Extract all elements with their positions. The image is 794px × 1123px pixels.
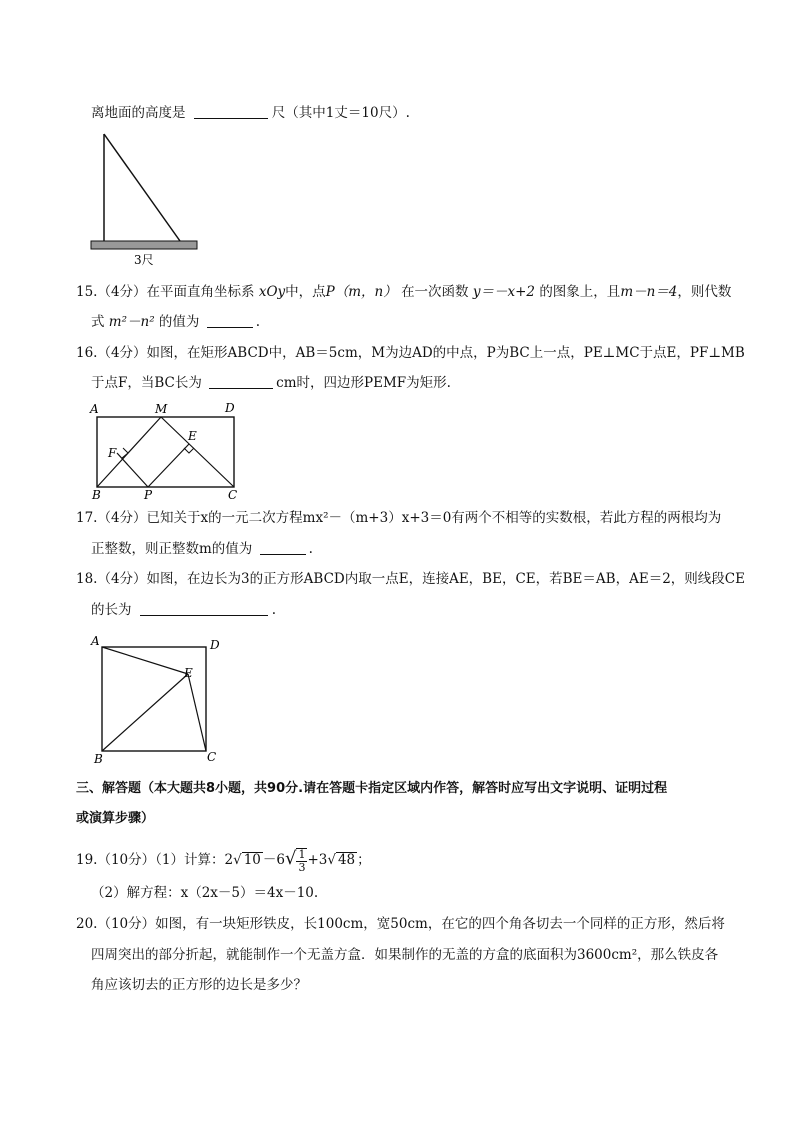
question-18-line-2: 的长为 .	[91, 602, 277, 618]
question-17-line-1: 17.（4分）已知关于x的一元二次方程mx²－（m+3）x+3＝0有两个不相等的实数根，若此方程的两根均为	[76, 510, 722, 526]
svg-text:C: C	[228, 488, 238, 502]
q14-answer-line: 离地面的高度是 尺（其中1丈＝10尺）.	[91, 105, 410, 121]
svg-text:P: P	[144, 488, 153, 502]
svg-text:E: E	[184, 666, 193, 680]
svg-text:E: E	[188, 429, 197, 443]
figure-18	[88, 632, 228, 767]
svg-text:B: B	[92, 488, 101, 502]
svg-text:B: B	[94, 752, 103, 766]
question-19-part-1: 19.（10分）（1）计算：2√ 10 －6√ $\frac{1}{3}$ +3√ 48 ；	[76, 847, 371, 874]
question-16-line-2: 于点F，当BC长为 cm时，四边形PEMF为矩形.	[91, 375, 451, 391]
answer-blank[interactable]	[209, 374, 273, 389]
question-16-line-1: 16.（4分）如图，在矩形ABCD中，AB＝5cm，M为边AD的中点，P为BC上一点，PE⊥MC于点E，PF⊥MB	[76, 345, 745, 361]
question-20-line-2: 四周突出的部分折起，就能制作一个无盖方盒．如果制作的无盖的方盒的底面积为3600cm²，那么铁皮各	[91, 947, 719, 963]
figure-14-label: 3尺	[134, 253, 154, 267]
answer-blank[interactable]	[207, 313, 253, 328]
section-3-heading-cont: 或演算步骤）	[76, 811, 155, 826]
figure-14	[88, 130, 203, 270]
figure-16	[88, 400, 243, 500]
svg-text:A: A	[91, 634, 100, 648]
answer-blank[interactable]	[194, 104, 268, 119]
svg-text:F: F	[108, 446, 117, 460]
svg-text:D: D	[210, 638, 220, 652]
question-17-line-2: 正整数，则正整数m的值为 .	[91, 541, 313, 557]
svg-text:C: C	[207, 750, 217, 764]
svg-text:D: D	[225, 401, 235, 415]
question-20-line-1: 20.（10分）如图，有一块矩形铁皮，长100cm，宽50cm，在它的四个角各切去一个同样的正方形，然后将	[76, 916, 725, 932]
question-15-line-1: 15.（4分）在平面直角坐标系 xOy中，点P（m，n） 在一次函数 y＝－x+2 的图象上，且m－n＝4，则代数	[76, 284, 732, 300]
section-3-heading: 三、解答题（本大题共8小题，共90分.请在答题卡指定区域内作答，解答时应写出文字说明、证明过程	[76, 781, 668, 796]
question-15-line-2: 式 m²－n² 的值为 .	[91, 314, 261, 330]
question-19-part-2: （2）解方程：x（2x－5）＝4x－10.	[91, 885, 319, 901]
answer-blank[interactable]	[140, 601, 268, 616]
svg-text:A: A	[90, 402, 99, 416]
svg-text:M: M	[155, 402, 168, 416]
answer-blank[interactable]	[260, 540, 306, 555]
question-20-line-3: 角应该切去的正方形的边长是多少？	[91, 977, 307, 993]
question-18-line-1: 18.（4分）如图，在边长为3的正方形ABCD内取一点E，连接AE，BE，CE，若BE＝AB，AE＝2，则线段CE	[76, 571, 745, 587]
